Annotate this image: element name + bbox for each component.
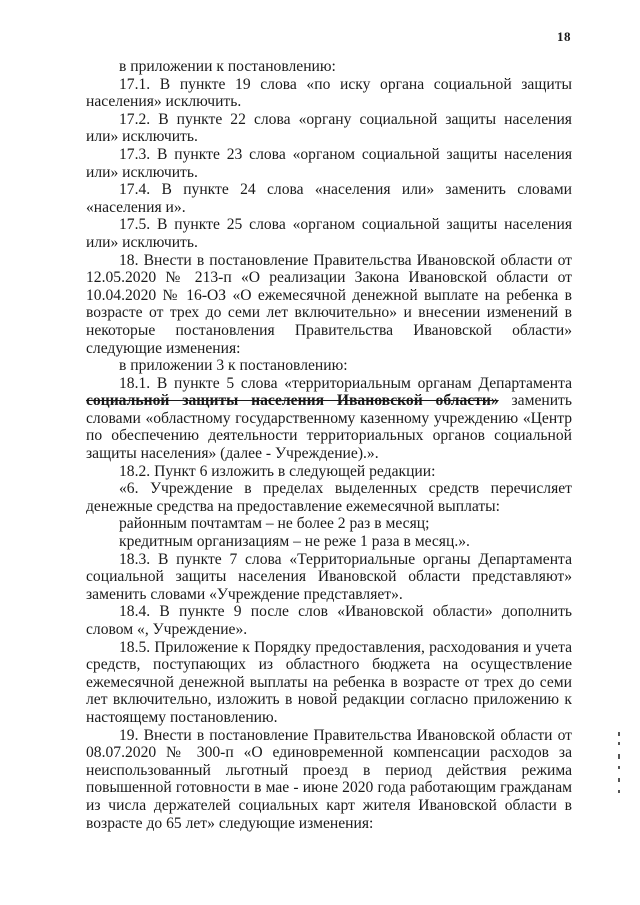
- paragraph-appendix-3: в приложении 3 к постановлению:: [119, 357, 348, 375]
- paragraph-19: 19. Внести в постановление Правительства Ивановской области от 08.07.2020 № 300-п «О единовременной компенсации расходов за неиспользованный льготный проезд в период действия режима повышенной готовности в мае - июне 2020 года работающим гражданам из числа держателей социальных карт жителя Ивановской области в возрасте до 65 лет» следующие изменения:: [86, 726, 572, 832]
- paragraph-18-1-rest: заменить словами «областному государственному казенному учреждению «Центр по обеспечению деятельности территориальных органов социальной защиты населения» (далее - Учреждение).».: [86, 392, 572, 463]
- paragraph-18-3: 18.3. В пункте 7 слова «Территориальные органы Департамента социальной защиты населения Ивановской области представляют» заменить словами «Учреждение представляет».: [86, 550, 572, 603]
- paragraph-17-4: 17.4. В пункте 24 слова «населения или» заменить словами «населения и».: [86, 181, 572, 216]
- paragraph-17-2: 17.2. В пункте 22 слова «органу социальной защиты населения или» исключить.: [86, 110, 572, 146]
- paragraph-18-2: 18.2. Пункт 6 изложить в следующей редакции:: [119, 462, 436, 480]
- paragraph-intro-appendix: в приложении к постановлению:: [119, 58, 336, 75]
- paragraph-18-1: [86, 375, 572, 463]
- paragraph-18: 18. Внести в постановление Правительства Ивановской области от 12.05.2020 № 213-п «О реализации Закона Ивановской области от 10.04.2020 № 16-ОЗ «О ежемесячной денежной выплате на ребенка в возрасте от трех до семи лет включительно» и внесении изменений в некоторые постановления Правительства Ивановской области» следующие изменения:: [86, 251, 572, 357]
- paragraph-18-1-struck-text: социальной защиты населения Ивановской области»: [86, 392, 499, 410]
- list-item-credit-organizations: кредитным организациям – не реже 1 раза в месяц.».: [119, 533, 470, 551]
- scan-margin-marks: [618, 732, 621, 802]
- paragraph-17-1: 17.1. В пункте 19 слова «по иску органа социальной защиты населения» исключить.: [86, 75, 572, 111]
- paragraph-17-5: 17.5. В пункте 25 слова «органом социальной защиты населения или» исключить.: [86, 216, 572, 251]
- page-number: 18: [557, 29, 571, 44]
- paragraph-18-5: 18.5. Приложение к Порядку предоставления, расходования и учета средств, поступающих из областного бюджета на осуществление ежемесячной денежной выплаты на ребенка в возрасте от трех до семи лет включительно, изложить в новой редакции согласно приложению к настоящему постановлению.: [86, 638, 572, 726]
- paragraph-clause-6: «6. Учреждение в пределах выделенных средств перечисляет денежные средства на предоставление ежемесячной выплаты:: [86, 480, 572, 515]
- document-body: [86, 58, 572, 832]
- paragraph-17-3: 17.3. В пункте 23 слова «органом социальной защиты населения или» исключить.: [86, 145, 572, 181]
- paragraph-18-1-lead: 18.1. В пункте 5 слова «территориальным органам Департамента: [119, 374, 572, 392]
- paragraph-18-4: 18.4. В пункте 9 после слов «Ивановской области» дополнить словом «, Учреждение».: [86, 603, 572, 638]
- list-item-post-offices: районным почтамтам – не более 2 раз в месяц;: [119, 515, 430, 533]
